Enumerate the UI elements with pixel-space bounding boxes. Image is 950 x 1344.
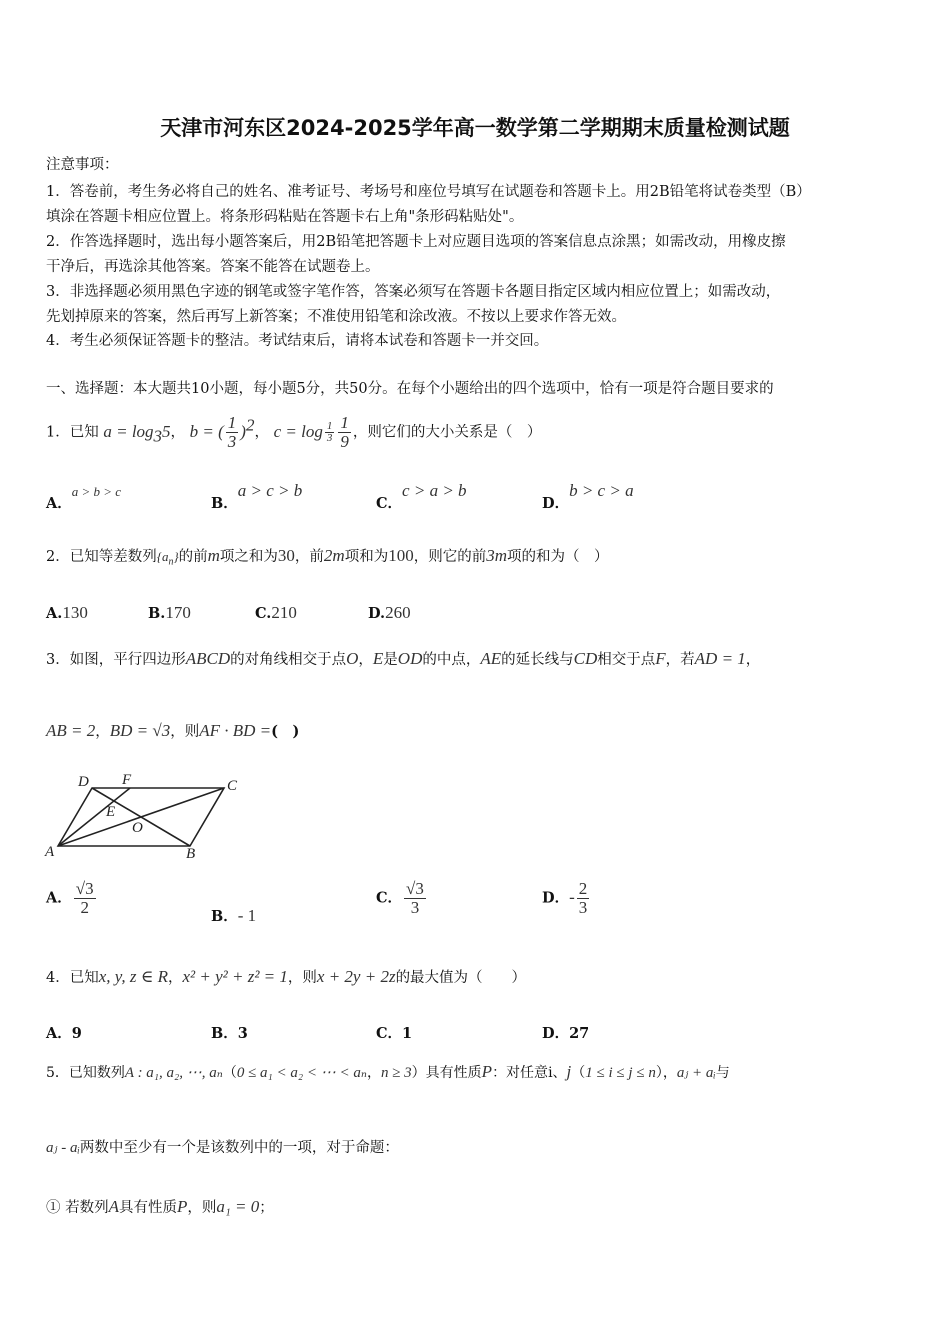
label-e: E — [106, 804, 116, 820]
q4-option-c[interactable]: C．1 — [376, 1025, 413, 1042]
notice-line: 先划掉原来的答案，然后再写上新答案；不准使用铅笔和涂改液。不按以上要求作答无效。 — [46, 309, 626, 325]
question-3: 3．如图，平行四边形ABCD的对角线相交于点O，E是OD的中点，AE的延长线与CD相交于点F，若AD = 1， — [46, 649, 761, 668]
q2-option-b[interactable]: B.170 — [148, 603, 191, 622]
label-a: A — [45, 844, 55, 860]
question-1: 1．已知 $a = \log_35$， b = ( $\frac{1}{3}$ )$^2$， c = log $\frac{1}{3}$ $\frac{1}{9}$ ，则它们的大小关系是（ ） — [46, 413, 542, 452]
parallelogram-figure — [40, 766, 250, 860]
label-c: C — [227, 778, 238, 794]
label-f: F — [122, 772, 132, 788]
notice-line: 3．非选择题必须用黑色字迹的钢笔或签字笔作答，答案必须写在答题卡各题目指定区域内相应位置上；如需改动， — [46, 284, 781, 300]
section-heading: 一、选择题：本大题共10小题，每小题5分，共50分。在每个小题给出的四个选项中，恰有一项是符合题目要求的 — [46, 381, 774, 397]
notice-line: 填涂在答题卡相应位置上。将条形码粘贴在答题卡右上角"条形码粘贴处"。 — [46, 209, 524, 225]
q2-option-c[interactable]: C.210 — [255, 603, 297, 622]
question-5-statement-1: ① 若数列A具有性质P，则a₁ = 0； — [46, 1197, 274, 1216]
q3-option-c[interactable]: C． $\frac{√3}{3}$ — [376, 879, 424, 917]
q4-option-b[interactable]: B．3 — [211, 1025, 248, 1042]
question-4: 4．已知x, y, z ∈ R，x² + y² + z² = 1，则x + 2y + 2z的最大值为（ ） — [46, 967, 527, 986]
q1-a: $a = \log_35$ — [103, 421, 171, 446]
q3-option-b[interactable]: B．- 1 — [211, 906, 257, 925]
q2-option-d[interactable]: D.260 — [368, 603, 411, 622]
question-5: 5．已知数列A : a₁, a₂, ⋯, aₙ（0 ≤ a₁ < a₂ < ⋯ < aₙ，n ≥ 3）具有性质P：对任意i、j（1 ≤ i ≤ j ≤ n），aⱼ + aᵢ与 — [46, 1062, 730, 1081]
q1-suffix: ，则它们的大小关系是（ ） — [352, 424, 542, 441]
q4-option-d[interactable]: D．27 — [542, 1025, 590, 1042]
notice-line: 1．答卷前，考生务必将自己的姓名、准考证号、考场号和座位号填写在试题卷和答题卡上。用2B铅笔将试卷类型（B） — [46, 184, 811, 200]
q3-option-a[interactable]: A． $\frac{√3}{2}$ — [46, 879, 94, 917]
q4-option-a[interactable]: A．9 — [46, 1025, 82, 1042]
notice-line: 干净后，再选涂其他答案。答案不能答在试题卷上。 — [46, 259, 380, 275]
notice-heading: 注意事项： — [46, 157, 119, 173]
question-2: 2．已知等差数列$\{a_n\}$的前m项之和为30，前2m项和为100，则它的前3m项的和为（ ） — [46, 546, 609, 568]
q1-c: c = log $\frac{1}{3}$ $\frac{1}{9}$ — [273, 413, 349, 452]
q1-option-a[interactable]: A．a > b > c — [46, 484, 122, 512]
label-o: O — [132, 820, 143, 836]
q1-option-b[interactable]: B．a > c > b — [211, 481, 303, 512]
question-5-cont: aⱼ - aᵢ两数中至少有一个是该数列中的一项，对于命题： — [46, 1140, 399, 1156]
q2-option-a[interactable]: A.130 — [46, 603, 88, 622]
q1-option-c[interactable]: C．c > a > b — [376, 481, 467, 512]
q1-option-d[interactable]: D．b > c > a — [542, 481, 634, 512]
q1-b: b = ( $\frac{1}{3}$ )$^2$ — [189, 413, 255, 452]
notice-line: 4．考生必须保证答题卡的整洁。考试结束后，请将本试卷和答题卡一并交回。 — [46, 333, 549, 349]
page-title: 天津市河东区2024-2025学年高一数学第二学期期末质量检测试题 — [160, 116, 790, 140]
q3-option-d[interactable]: D．- $\frac{2}{3}$ — [542, 879, 588, 917]
q1-prefix: 1．已知 — [46, 424, 99, 441]
question-3-cont: AB = 2，BD = √3，则AF · BD =( ) — [46, 721, 300, 740]
label-b: B — [186, 846, 196, 860]
notice-line: 2．作答选择题时，选出每小题答案后，用2B铅笔把答题卡上对应题目选项的答案信息点涂黑；如需改动，用橡皮擦 — [46, 234, 786, 250]
label-d: D — [78, 774, 89, 790]
